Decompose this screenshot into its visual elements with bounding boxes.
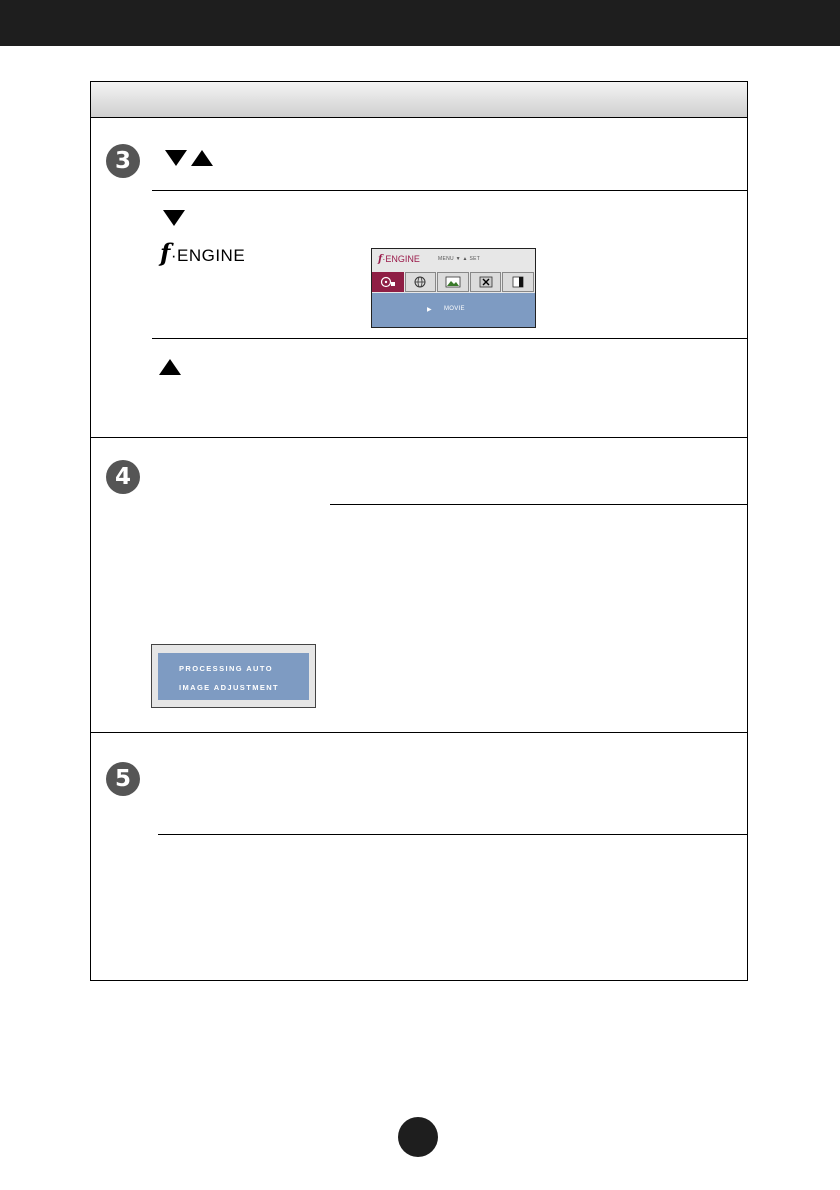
auto-adjust-panel: [158, 653, 309, 700]
fengine-dot: ·: [170, 246, 177, 265]
fengine-text: ENGINE: [177, 246, 246, 265]
osd-icon-row: [372, 272, 535, 292]
osd-header: [372, 249, 535, 271]
user-mode-icon[interactable]: [502, 272, 534, 292]
auto-adjust-message: [151, 644, 316, 708]
internet-mode-icon[interactable]: [405, 272, 437, 292]
top-bar: [0, 0, 840, 46]
divider-section-5: [90, 732, 748, 733]
fengine-logo-letter: f: [160, 238, 171, 267]
up-arrow-icon: [191, 150, 213, 166]
divider-step3-down: [152, 190, 748, 191]
table-header: [91, 82, 747, 118]
divider-section-4: [90, 437, 748, 438]
down-arrow-icon-2: [163, 210, 185, 226]
fengine-label: [160, 238, 245, 267]
down-arrow-icon: [165, 150, 187, 166]
osd-selected-mode: MOVIE: [444, 306, 465, 312]
auto-adjust-line-2: IMAGE ADJUSTMENT: [179, 683, 280, 692]
osd-controls: MENU ▼ ▲ SET: [438, 256, 481, 262]
demo-mode-icon[interactable]: [470, 272, 502, 292]
osd-brand-text: ENGINE: [385, 254, 420, 264]
step-4-icon: 4: [106, 460, 140, 494]
divider-step3-up: [152, 338, 748, 339]
movie-mode-icon[interactable]: [372, 272, 404, 292]
osd-brand: f·ENGINE: [378, 254, 420, 265]
osd-pointer-icon: ▶: [427, 307, 432, 313]
up-arrow-icon-2: [159, 359, 181, 375]
osd-mode-panel: [372, 293, 535, 327]
step-5-icon: 5: [106, 762, 140, 796]
osd-brand-letter: f: [378, 254, 383, 265]
auto-adjust-line-1: PROCESSING AUTO: [179, 664, 273, 673]
content-frame: [90, 81, 748, 981]
divider-step4-sub: [330, 504, 748, 505]
page-number-badge: [398, 1117, 438, 1157]
fengine-osd-menu: [371, 248, 536, 328]
photo-mode-icon[interactable]: [437, 272, 469, 292]
step-3-icon: 3: [106, 144, 140, 178]
divider-step5-sub: [158, 834, 748, 835]
